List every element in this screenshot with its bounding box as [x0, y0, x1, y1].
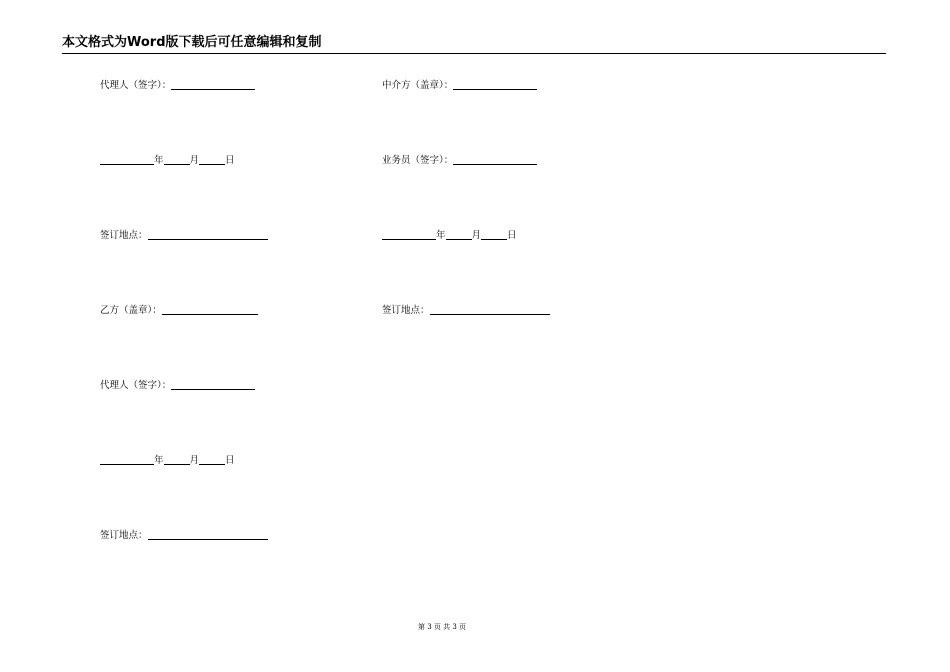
- day-label-2: 日: [225, 455, 235, 466]
- signing-place-field-1: [100, 230, 268, 242]
- month-blank-3[interactable]: [446, 239, 472, 240]
- signing-place-label-2: 签订地点：: [100, 530, 148, 541]
- party-b-label: 乙方（盖章）：: [100, 305, 162, 316]
- signing-place-line-1[interactable]: [148, 239, 268, 240]
- party-b-seal-field: [100, 305, 258, 317]
- signing-place-label-3: 签订地点：: [382, 305, 430, 316]
- intermediary-seal-line[interactable]: [453, 89, 537, 90]
- signing-place-field-2: [100, 530, 268, 542]
- agent-label-1: 代理人（签字）：: [100, 80, 172, 91]
- signing-place-field-3: [382, 305, 550, 317]
- month-label-3: 月: [471, 230, 482, 241]
- day-blank-1[interactable]: [199, 164, 225, 165]
- agent-signature-line-2[interactable]: [171, 389, 255, 390]
- intermediary-seal-field: [382, 80, 537, 92]
- date-field-2: [100, 455, 235, 467]
- agent-signature-line-1[interactable]: [171, 89, 255, 90]
- month-label-2: 月: [189, 455, 200, 466]
- signing-place-label-1: 签订地点：: [100, 230, 148, 241]
- year-blank-1[interactable]: [100, 164, 154, 165]
- clerk-label: 业务员（签字）：: [382, 155, 454, 166]
- signing-place-line-2[interactable]: [148, 539, 268, 540]
- clerk-signature-line[interactable]: [453, 164, 537, 165]
- date-field-1: [100, 155, 235, 167]
- clerk-signature-field: [382, 155, 537, 167]
- month-blank-2[interactable]: [164, 464, 190, 465]
- date-field-3: [382, 230, 517, 242]
- header-title: 本文格式为Word版下载后可任意编辑和复制: [62, 35, 322, 50]
- day-label-3: 日: [507, 230, 517, 241]
- day-blank-3[interactable]: [481, 239, 507, 240]
- year-blank-3[interactable]: [382, 239, 436, 240]
- year-label-2: 年: [154, 455, 164, 466]
- year-label-3: 年: [436, 230, 446, 241]
- signing-place-line-3[interactable]: [430, 314, 550, 315]
- page-number: 第 3 页 共 3 页: [417, 623, 467, 631]
- agent-signature-field-1: [100, 80, 255, 92]
- agent-signature-field-2: [100, 380, 255, 392]
- intermediary-label: 中介方（盖章）：: [382, 80, 454, 91]
- year-label-1: 年: [154, 155, 164, 166]
- day-blank-2[interactable]: [199, 464, 225, 465]
- page-header: [62, 35, 886, 54]
- day-label-1: 日: [225, 155, 235, 166]
- month-blank-1[interactable]: [164, 164, 190, 165]
- month-label-1: 月: [189, 155, 200, 166]
- party-b-seal-line[interactable]: [162, 314, 258, 315]
- agent-label-2: 代理人（签字）：: [100, 380, 172, 391]
- year-blank-2[interactable]: [100, 464, 154, 465]
